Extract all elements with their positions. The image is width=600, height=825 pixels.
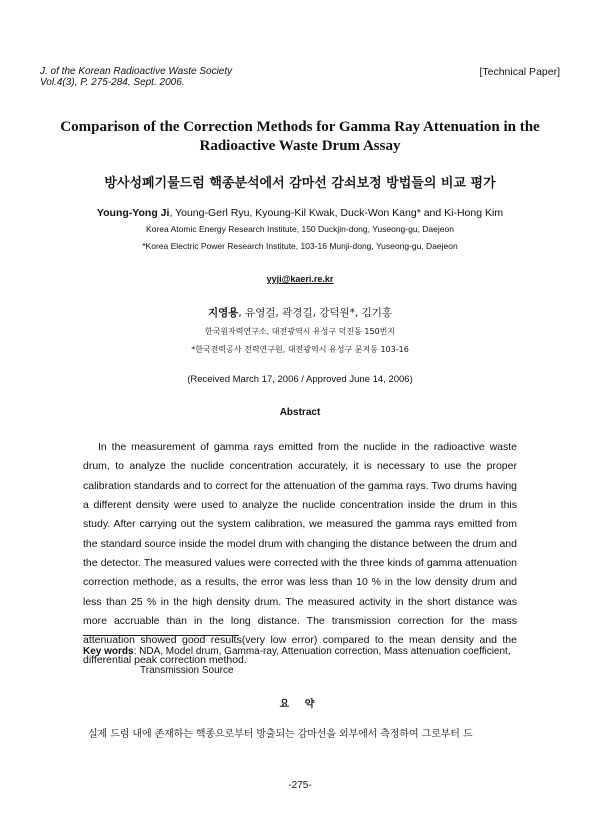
co-authors: , Young-Gerl Ryu, Kyoung-Kil Kwak, Duck-Won Kang* and Ki-Hong Kim: [169, 207, 504, 219]
page-number: -275-: [288, 780, 312, 791]
corresponding-email[interactable]: yyji@kaeri.re.kr: [266, 274, 334, 284]
keywords-divider: [83, 635, 239, 636]
korean-summary-heading: 요 약: [279, 699, 321, 710]
affiliation-korean-1: 한국원자력연구소, 대전광역시 유성구 덕진동 150번지: [204, 327, 396, 336]
paper-title-korean: 방사성폐기물드럼 핵종분석에서 감마선 감쇠보정 방법들의 비교 평가: [104, 176, 496, 191]
author-list: [40, 207, 560, 219]
co-authors-korean: , 유영걸, 곽경길, 강덕원*, 김기홍: [238, 307, 393, 319]
keywords-label: Key words: [83, 646, 134, 657]
paper-type: [Technical Paper]: [479, 66, 560, 78]
paper-title: Comparison of the Correction Methods for Gamma Ray Attenuation in the Radioactive Waste Drum Assay: [60, 119, 540, 154]
affiliation-korean-2: *한국전력공사 전력연구원, 대전광역시 유성구 문지동 103-16: [191, 345, 409, 354]
affiliation-2: *Korea Electric Power Research Institute, 103-16 Munji-dong, Yuseong-gu, Daejeon: [142, 241, 458, 251]
abstract-heading: Abstract: [279, 407, 321, 418]
journal-header: [40, 66, 232, 88]
korean-summary-body: 실제 드럼 내에 존재하는 핵종으로부터 방출되는 감마선을 외부에서 측정하여 그로부터 드: [88, 729, 473, 740]
author-list-korean: [40, 305, 560, 320]
keywords-list: : NDA, Model drum, Gamma-ray, Attenuation correction, Mass attenuation coefficient,: [133, 646, 511, 657]
journal-name: J. of the Korean Radioactive Waste Society: [40, 66, 233, 77]
lead-author-korean: 지영용: [207, 307, 239, 319]
journal-volume: Vol.4(3), P. 275-284, Sept. 2006.: [40, 77, 185, 88]
abstract-body: In the measurement of gamma rays emitted from the nuclide in the radioactive waste drum, to analyze the nuclide concentration accurately, it is necessary to use the proper calibration standards and to correct for the attenuation of the gamma rays. Two drums having a different density were used to analyze the nuclide concentration inside the drum in this study. After carrying out the system calibration, we measured the gamma rays emitted from the standard source inside the model drum with changing the distance between the drum and the detector. The measured values were corrected with the three kinds of gamma attenuation correction methode, as a results, the error was less than 10 % in the low density drum and less than 25 % in the high density drum. The measured activity in the short distance was more accruable than in the long distance. The transmission correction for the mass attenuation showed good results(very low error) compared to the mean density and the differential peak correction method.: [83, 441, 517, 666]
lead-author: Young-Yong Ji: [96, 207, 170, 219]
received-dates: (Received March 17, 2006 / Approved June 14, 2006): [187, 374, 413, 385]
affiliation-1: Korea Atomic Energy Research Institute, 150 Duckjin-dong, Yuseong-gu, Daejeon: [146, 224, 454, 234]
keywords: [83, 642, 523, 680]
keywords-list-continued: Transmission Source: [140, 665, 234, 676]
